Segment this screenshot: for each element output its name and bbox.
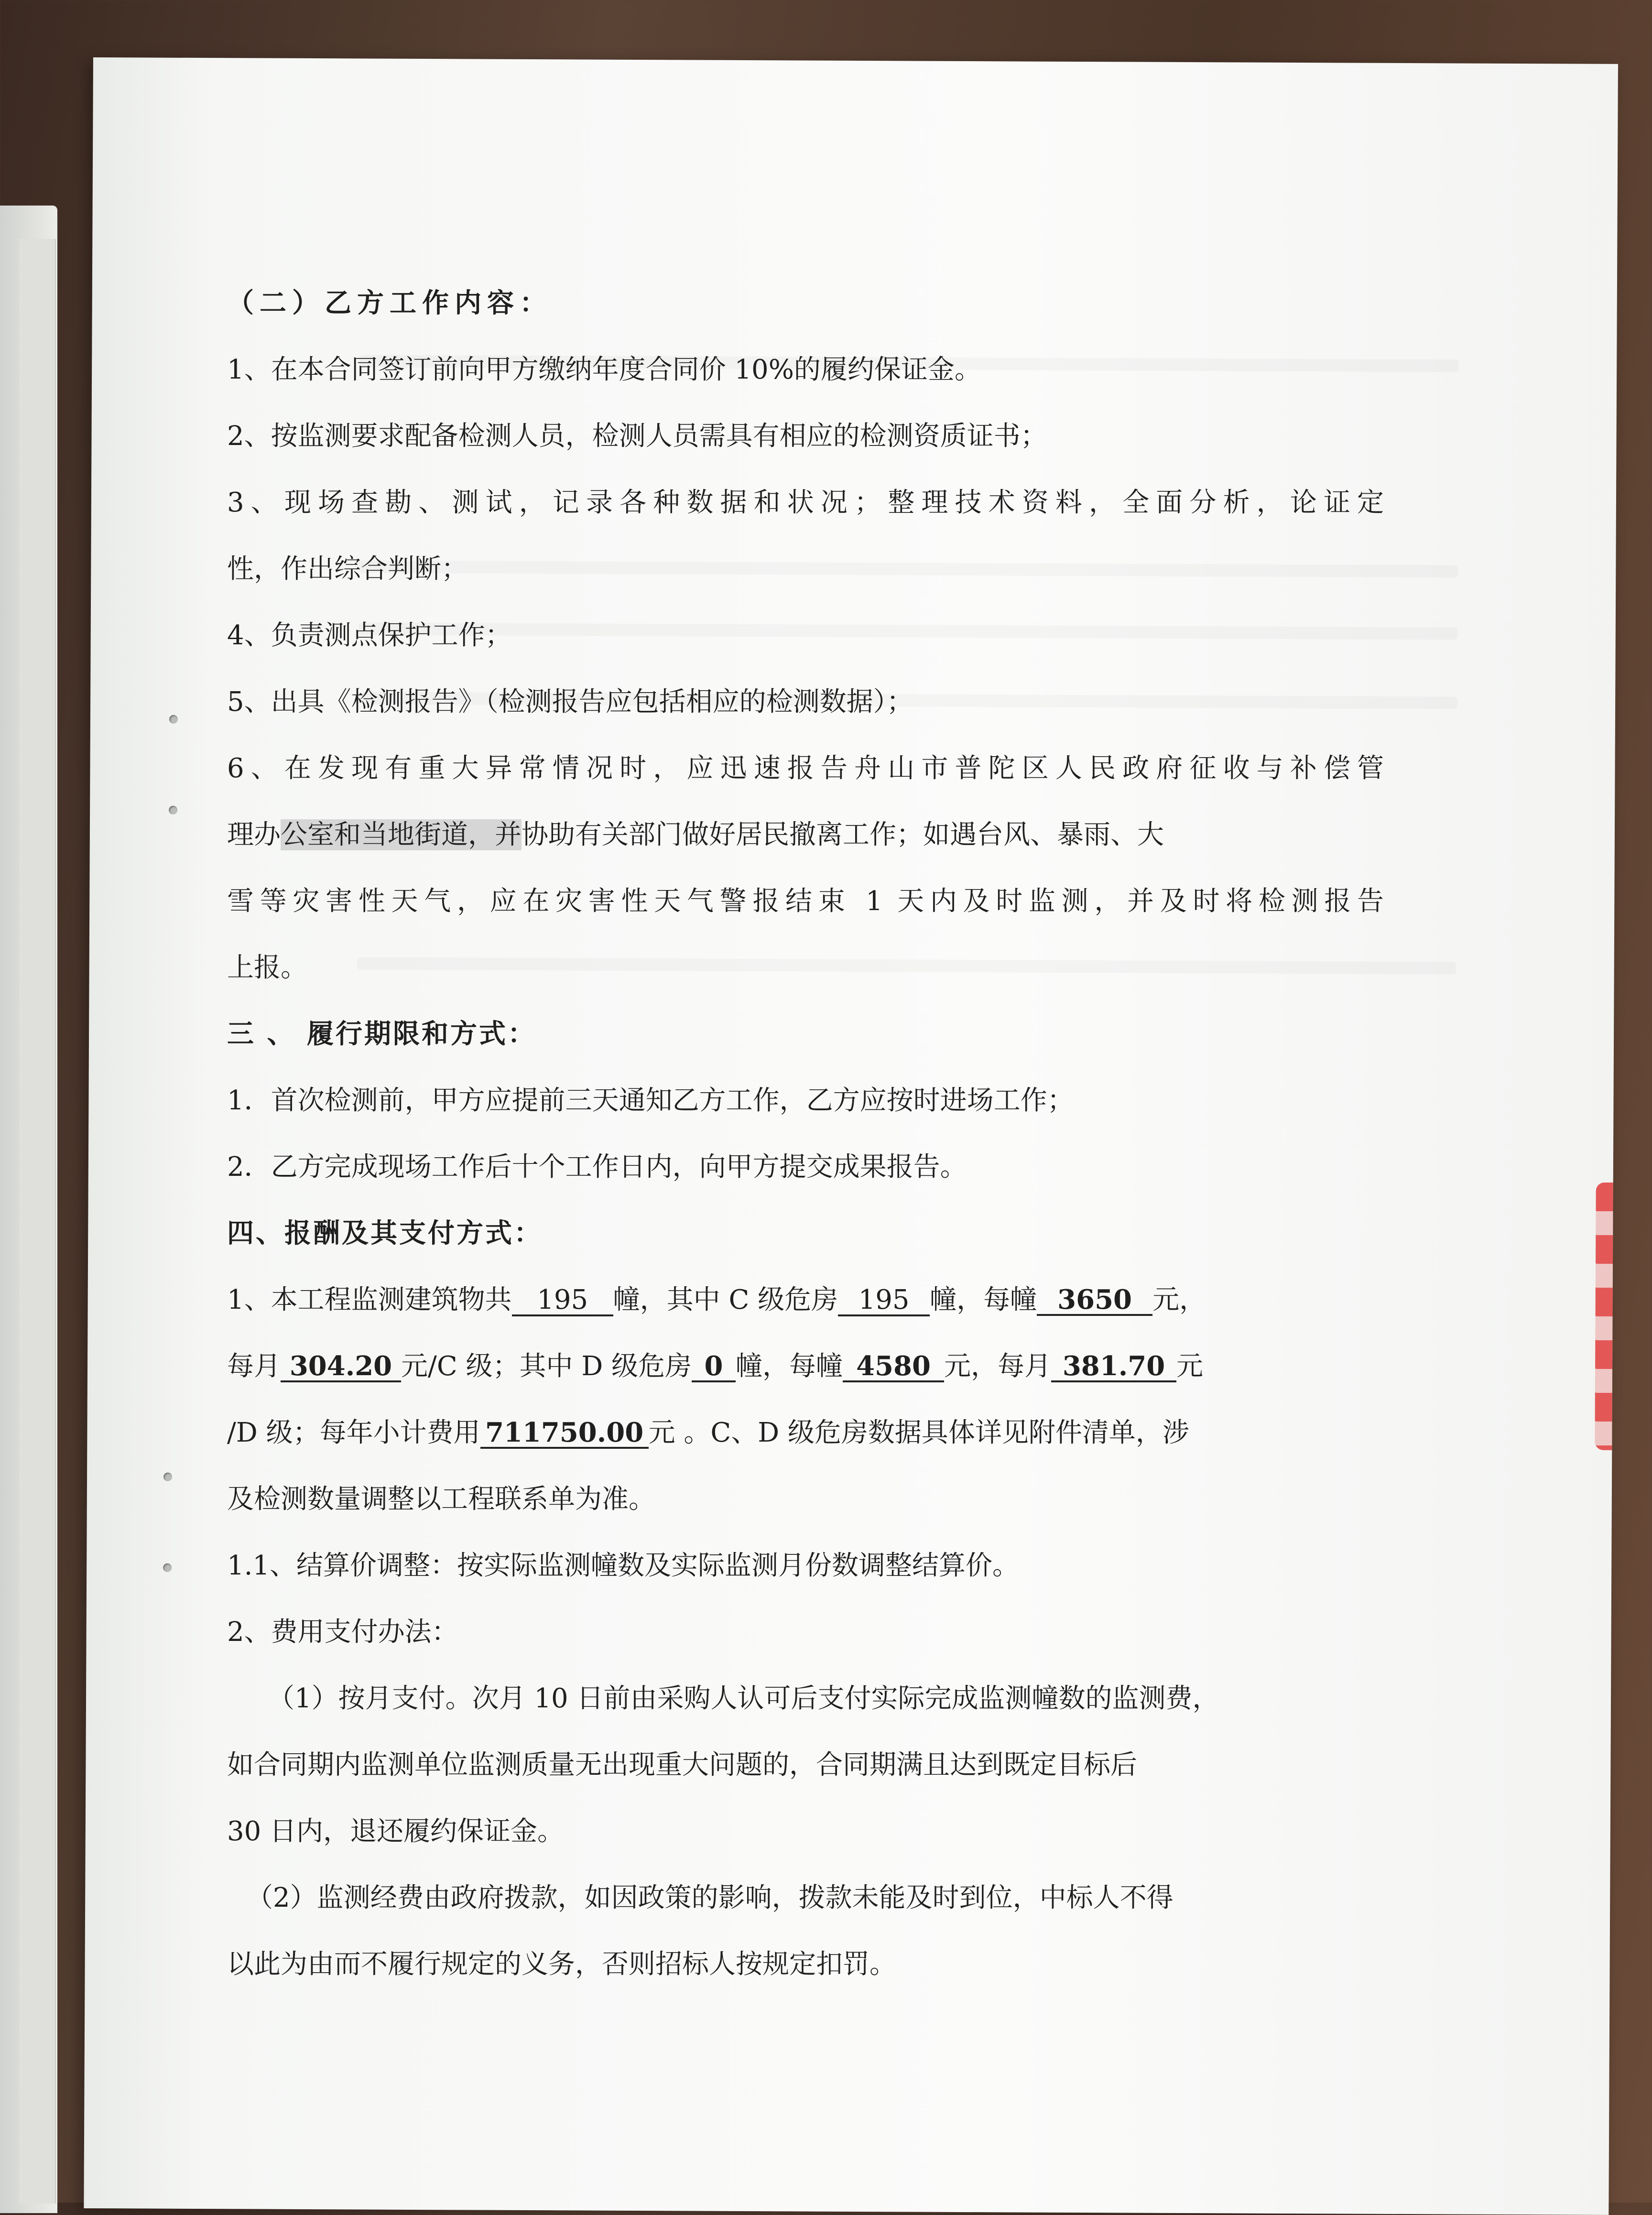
filled-blank: 304.20 <box>281 1352 401 1382</box>
binding-hole <box>169 715 178 724</box>
text-run: 1、本工程监测建筑物共 <box>227 1284 512 1315</box>
filled-blank: 0 <box>692 1352 736 1382</box>
paragraph <box>227 1400 1384 1466</box>
paragraph: （1）按月支付。次月 10 日前由采购人认可后支付实际完成监测幢数的监测费， <box>268 1683 1219 1714</box>
text-run: 元，每月 <box>944 1351 1052 1382</box>
red-seal-edge <box>1595 1183 1613 1450</box>
paragraph: 2．乙方完成现场工作后十个工作日内，向甲方提交成果报告。 <box>227 1151 967 1183</box>
paragraph: 1．首次检测前，甲方应提前三天通知乙方工作，乙方应按时进场工作； <box>227 1085 1074 1116</box>
text-run: 理办 <box>227 819 281 850</box>
paragraph: 性，作出综合判断； <box>227 554 468 585</box>
text-run: 每月 <box>227 1351 281 1382</box>
paragraph: （2）监测经费由政府拨款，如因政策的影响，拨款未能及时到位，中标人不得 <box>246 1882 1174 1913</box>
text-run: 幢，每幢 <box>930 1284 1037 1315</box>
paragraph: 如合同期内监测单位监测质量无出现重大问题的，合同期满且达到既定目标后 <box>227 1749 1137 1781</box>
paragraph <box>227 1333 1384 1400</box>
paragraph: 上报。 <box>227 952 307 983</box>
document-body <box>227 270 1384 1998</box>
binding-hole <box>163 1473 172 1481</box>
paragraph: 2、费用支付办法： <box>227 1617 458 1648</box>
paragraph: 雪等灾害性天气，应在灾害性天气警报结束 1 天内及时监测，并及时将检测报告 <box>227 886 1384 917</box>
paragraph: 30 日内，退还履约保证金。 <box>227 1816 565 1847</box>
text-run: 元 。C、D 级危房数据具体详见附件清单，涉 <box>648 1417 1189 1448</box>
text-run: 协助有关部门做好居民撤离工作；如遇台风、暴雨、大 <box>522 819 1164 850</box>
filled-blank: 195 <box>838 1286 930 1316</box>
highlighted-text: 公室和当地街道，并 <box>281 819 522 850</box>
paragraph <box>227 802 1384 868</box>
text-run: 幢，其中 C 级危房 <box>613 1284 838 1315</box>
text-run: 元， <box>1152 1284 1206 1315</box>
text-run: 幢，每幢 <box>736 1351 843 1382</box>
paragraph: 1、在本合同签订前向甲方缴纳年度合同价 10%的履约保证金。 <box>227 354 981 385</box>
filled-blank: 381.70 <box>1051 1352 1176 1382</box>
paragraph: 2、按监测要求配备检测人员，检测人员需具有相应的检测资质证书； <box>227 421 1047 452</box>
section-heading: 三 、 履行期限和方式： <box>227 1018 536 1050</box>
section-heading: （二）乙方工作内容： <box>227 287 552 319</box>
paragraph: 6、在发现有重大异常情况时，应迅速报告舟山市普陀区人民政府征收与补偿管 <box>227 753 1384 784</box>
paragraph: 4、负责测点保护工作； <box>227 620 512 651</box>
background-sheet-edge <box>19 239 56 2204</box>
section-heading: 四、报酬及其支付方式： <box>227 1217 543 1249</box>
paragraph: 以此为由而不履行规定的义务，否则招标人按规定扣罚。 <box>227 1949 896 1980</box>
binding-hole <box>169 806 177 814</box>
filled-blank: 195 <box>512 1286 613 1316</box>
text-run: 元 <box>1176 1351 1204 1382</box>
filled-blank: 4580 <box>843 1352 944 1382</box>
paragraph: 5、出具《检测报告》（检测报告应包括相应的检测数据）； <box>227 686 913 717</box>
binding-hole <box>163 1564 172 1572</box>
filled-blank: 711750.00 <box>480 1418 649 1449</box>
paragraph: 3、现场查勘、测试，记录各种数据和状况；整理技术资料，全面分析，论证定 <box>227 487 1384 518</box>
paragraph: 及检测数量调整以工程联系单为准。 <box>227 1484 655 1515</box>
paragraph <box>227 1267 1384 1333</box>
text-run: /D 级；每年小计费用 <box>227 1417 480 1448</box>
paragraph: 1.1、结算价调整：按实际监测幢数及实际监测月份数调整结算价。 <box>227 1550 1020 1581</box>
filled-blank: 3650 <box>1037 1285 1152 1316</box>
text-run: 元/C 级；其中 D 级危房 <box>401 1351 692 1382</box>
